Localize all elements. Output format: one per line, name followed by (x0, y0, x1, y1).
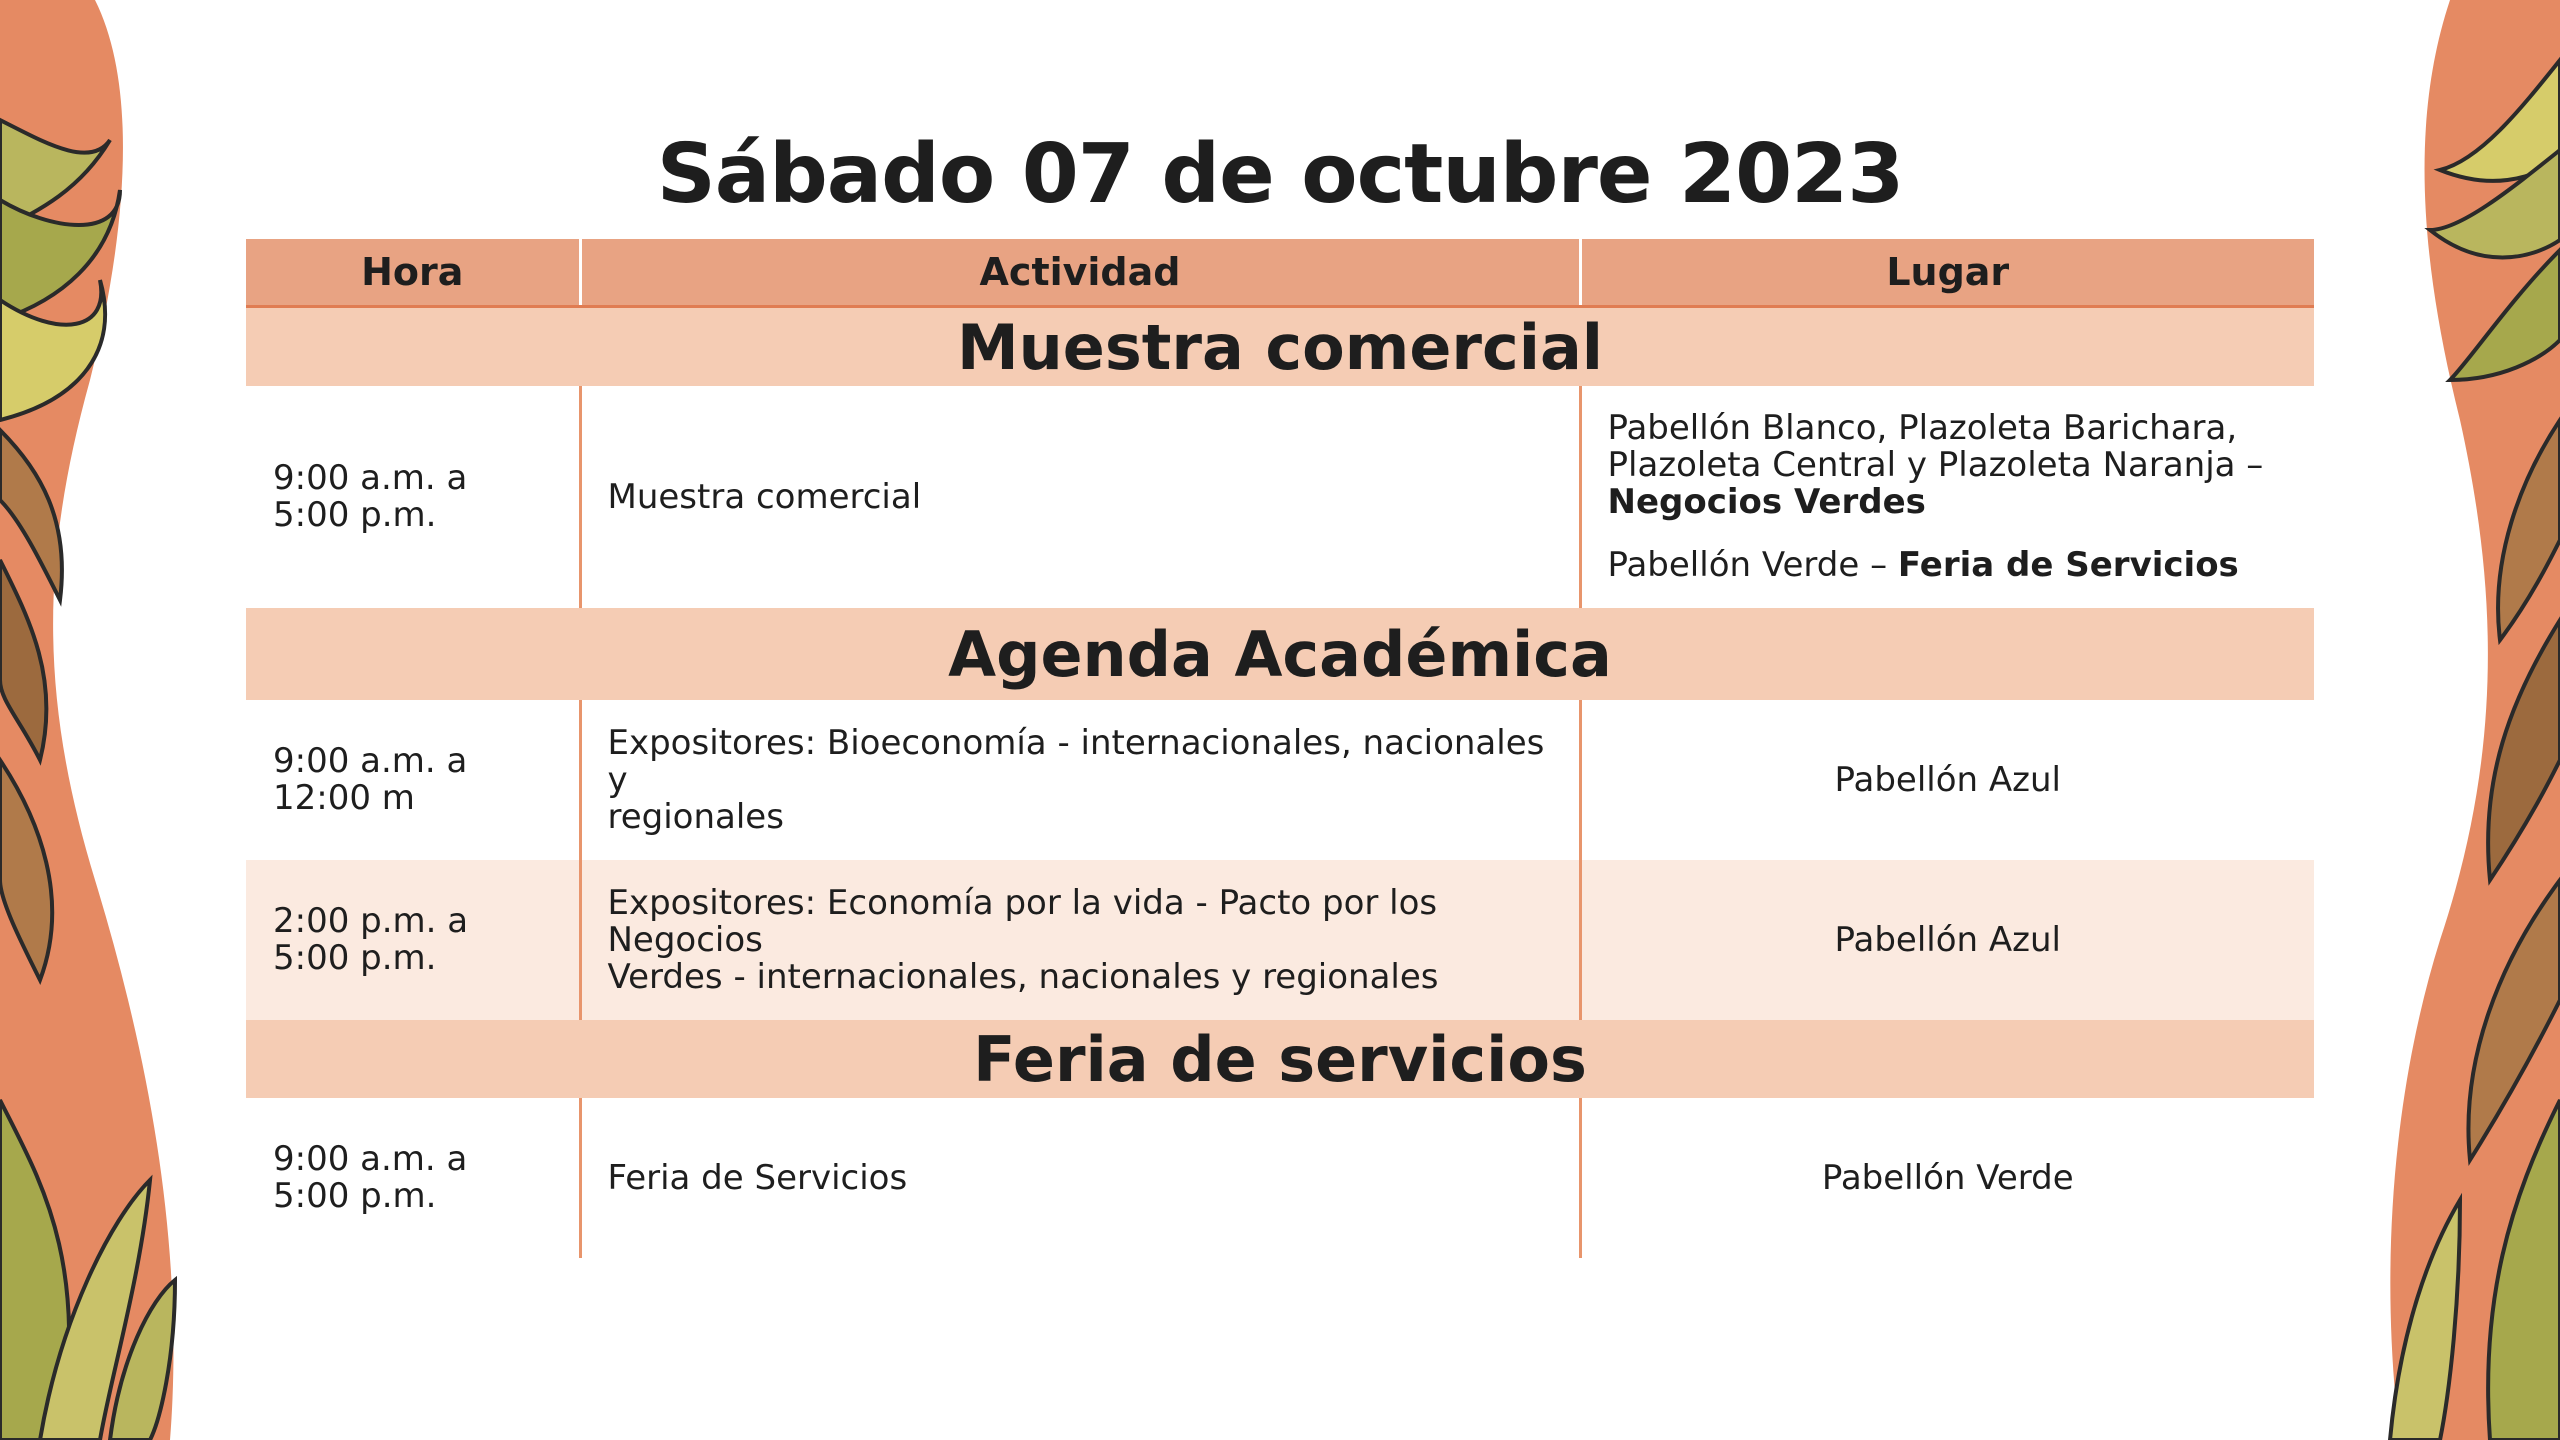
place-cell: Pabellón Azul (1580, 700, 2314, 860)
section-title-muestra-comercial: Muestra comercial (246, 307, 2314, 387)
activity-cell: Muestra comercial (580, 386, 1580, 608)
time-cell: 9:00 a.m. a 5:00 p.m. (273, 458, 468, 535)
activity-cell: Feria de Servicios (580, 1098, 1580, 1258)
section-title-agenda-academica: Agenda Académica (246, 608, 2314, 700)
time-cell: 2:00 p.m. a 5:00 p.m. (246, 860, 580, 1020)
section-header-row (246, 307, 2314, 387)
table-row (246, 1098, 2314, 1258)
place-cell: Pabellón Azul (1580, 860, 2314, 1020)
section-header-row (246, 608, 2314, 700)
column-header-actividad: Actividad (580, 239, 1580, 307)
time-cell: 9:00 a.m. a 12:00 m (273, 741, 468, 818)
table-row (246, 386, 2314, 608)
column-header-hora: Hora (246, 239, 580, 307)
place-block-2: Pabellón Verde – Feria de Servicios (1607, 545, 2239, 585)
activity-cell: Expositores: Bioeconomía - internacionales, nacionales y regionales (580, 700, 1580, 860)
place-cell: Pabellón Verde (1580, 1098, 2314, 1258)
place-block-1: Pabellón Blanco, Plazoleta Barichara, Plazoleta Central y Plazoleta Naranja – Negocios Verdes (1607, 408, 2264, 522)
page-title: Sábado 07 de octubre 2023 (656, 127, 1904, 222)
activity-cell: Expositores: Economía por la vida - Pacto por los Negocios Verdes - internacionales, nacionales y regionales (580, 860, 1580, 1020)
table-row (246, 700, 2314, 860)
schedule-table (246, 239, 2314, 1258)
column-header-lugar: Lugar (1580, 239, 2314, 307)
place-cell (1580, 386, 2314, 608)
table-header-row (246, 239, 2314, 307)
section-header-row (246, 1020, 2314, 1098)
time-cell: 9:00 a.m. a 5:00 p.m. (273, 1139, 468, 1216)
table-row (246, 860, 2314, 1020)
section-title-feria-de-servicios: Feria de servicios (246, 1020, 2314, 1098)
